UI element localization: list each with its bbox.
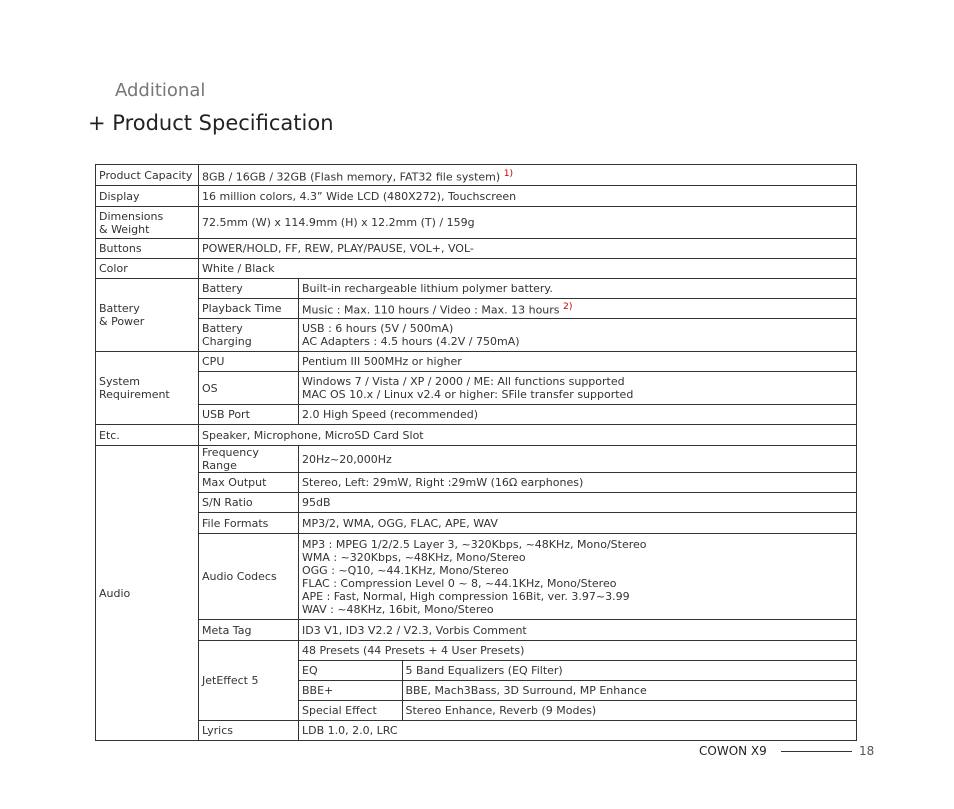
table-row — [96, 352, 857, 372]
table-row — [96, 299, 857, 319]
row-value: USB : 6 hours (5V / 500mA) AC Adapters : 4.5 hours (4.2V / 750mA) — [299, 319, 857, 352]
table-row — [96, 534, 857, 620]
table-row — [96, 473, 857, 493]
table-row — [299, 701, 856, 721]
row-value: 48 Presets (44 Presets + 4 User Presets) — [299, 641, 857, 661]
row-label: Frequency Range — [199, 446, 299, 473]
group-label: System Requirement — [96, 352, 199, 425]
sub-value: BBE, Mach3Bass, 3D Surround, MP Enhance — [402, 681, 856, 701]
table-row — [96, 259, 857, 279]
row-label: Battery Charging — [199, 319, 299, 352]
row-label: S/N Ratio — [199, 493, 299, 513]
row-value: 8GB / 16GB / 32GB (Flash memory, FAT32 file system) $^{1)}$ — [199, 165, 857, 186]
table-row — [96, 405, 857, 425]
row-value: 72.5mm (W) x 114.9mm (H) x 12.2mm (T) / 159g — [199, 207, 857, 239]
spec-table — [95, 164, 857, 741]
row-label: Etc. — [96, 425, 199, 446]
page-number: 18 — [859, 744, 875, 758]
row-value: Windows 7 / Vista / XP / 2000 / ME: All functions supported MAC OS 10.x / Linux v2.4 or higher: SFile transfer supported — [299, 372, 857, 405]
row-value: Pentium III 500MHz or higher — [299, 352, 857, 372]
row-value: POWER/HOLD, FF, REW, PLAY/PAUSE, VOL+, VOL- — [199, 239, 857, 259]
row-value: MP3 : MPEG 1/2/2.5 Layer 3, ~320Kbps, ~48KHz, Mono/Stereo WMA : ~320Kbps, ~48KHz, Mono/Stereo OGG : ~Q10, ~44.1KHz, Mono/Stereo FLAC : Compression Level 0 ~ 8, ~44.1KHz, Mono/Stereo APE : Fast, Normal, High compression 16Bit, ver. 3.97~3.99 WAV : ~48KHz, 16bit, Mono/Stereo — [299, 534, 857, 620]
row-label: Lyrics — [199, 721, 299, 741]
table-row — [96, 372, 857, 405]
row-value: White / Black — [199, 259, 857, 279]
row-label: Max Output — [199, 473, 299, 493]
table-row — [96, 165, 857, 186]
table-row — [96, 239, 857, 259]
row-value: MP3/2, WMA, OGG, FLAC, APE, WAV — [299, 513, 857, 534]
table-row — [96, 446, 857, 473]
row-value: ID3 V1, ID3 V2.2 / V2.3, Vorbis Comment — [299, 620, 857, 641]
footer-divider — [781, 751, 852, 752]
table-row — [96, 279, 857, 299]
table-row — [96, 186, 857, 207]
table-row — [96, 620, 857, 641]
footnote-mark: 2) — [563, 301, 573, 313]
table-row — [96, 721, 857, 741]
row-label: Dimensions & Weight — [96, 207, 199, 239]
table-row — [96, 641, 857, 661]
jeteffect-subtable-cell — [299, 661, 857, 721]
row-value: Music : Max. 110 hours / Video : Max. 13 hours $^{2)}$ — [299, 299, 857, 319]
row-label: JetEffect 5 — [199, 641, 299, 721]
row-label: CPU — [199, 352, 299, 372]
section-heading: Additional — [115, 80, 206, 101]
table-row — [96, 207, 857, 239]
table-row — [299, 681, 856, 701]
sub-value: Stereo Enhance, Reverb (9 Modes) — [402, 701, 856, 721]
row-value: Built-in rechargeable lithium polymer battery. — [299, 279, 857, 299]
row-value: 16 million colors, 4.3” Wide LCD (480X272), Touchscreen — [199, 186, 857, 207]
row-value: 2.0 High Speed (recommended) — [299, 405, 857, 425]
row-label: OS — [199, 372, 299, 405]
row-label: Battery — [199, 279, 299, 299]
row-label: USB Port — [199, 405, 299, 425]
sub-value: 5 Band Equalizers (EQ Filter) — [402, 661, 856, 681]
row-label: Buttons — [96, 239, 199, 259]
group-label: Audio — [96, 446, 199, 741]
group-label: Battery & Power — [96, 279, 199, 352]
row-label: Product Capacity — [96, 165, 199, 186]
footnote-mark: 1) — [503, 167, 514, 179]
footer-brand: COWON X9 — [699, 744, 767, 758]
table-row — [96, 513, 857, 534]
row-label: Playback Time — [199, 299, 299, 319]
sub-label: EQ — [299, 661, 402, 681]
table-row — [96, 493, 857, 513]
table-row — [96, 319, 857, 352]
table-row — [96, 425, 857, 446]
row-label: Display — [96, 186, 199, 207]
row-value: Speaker, Microphone, MicroSD Card Slot — [199, 425, 857, 446]
table-row — [299, 661, 856, 681]
row-label: Meta Tag — [199, 620, 299, 641]
jeteffect-subtable — [299, 661, 856, 720]
page-title: + Product Specification — [88, 111, 334, 135]
sub-label: BBE+ — [299, 681, 402, 701]
sub-label: Special Effect — [299, 701, 402, 721]
row-label: File Formats — [199, 513, 299, 534]
row-value: LDB 1.0, 2.0, LRC — [299, 721, 857, 741]
row-label: Audio Codecs — [199, 534, 299, 620]
row-value: 95dB — [299, 493, 857, 513]
row-value: Stereo, Left: 29mW, Right :29mW (16Ω earphones) — [299, 473, 857, 493]
row-label: Color — [96, 259, 199, 279]
row-value: 20Hz~20,000Hz — [299, 446, 857, 473]
